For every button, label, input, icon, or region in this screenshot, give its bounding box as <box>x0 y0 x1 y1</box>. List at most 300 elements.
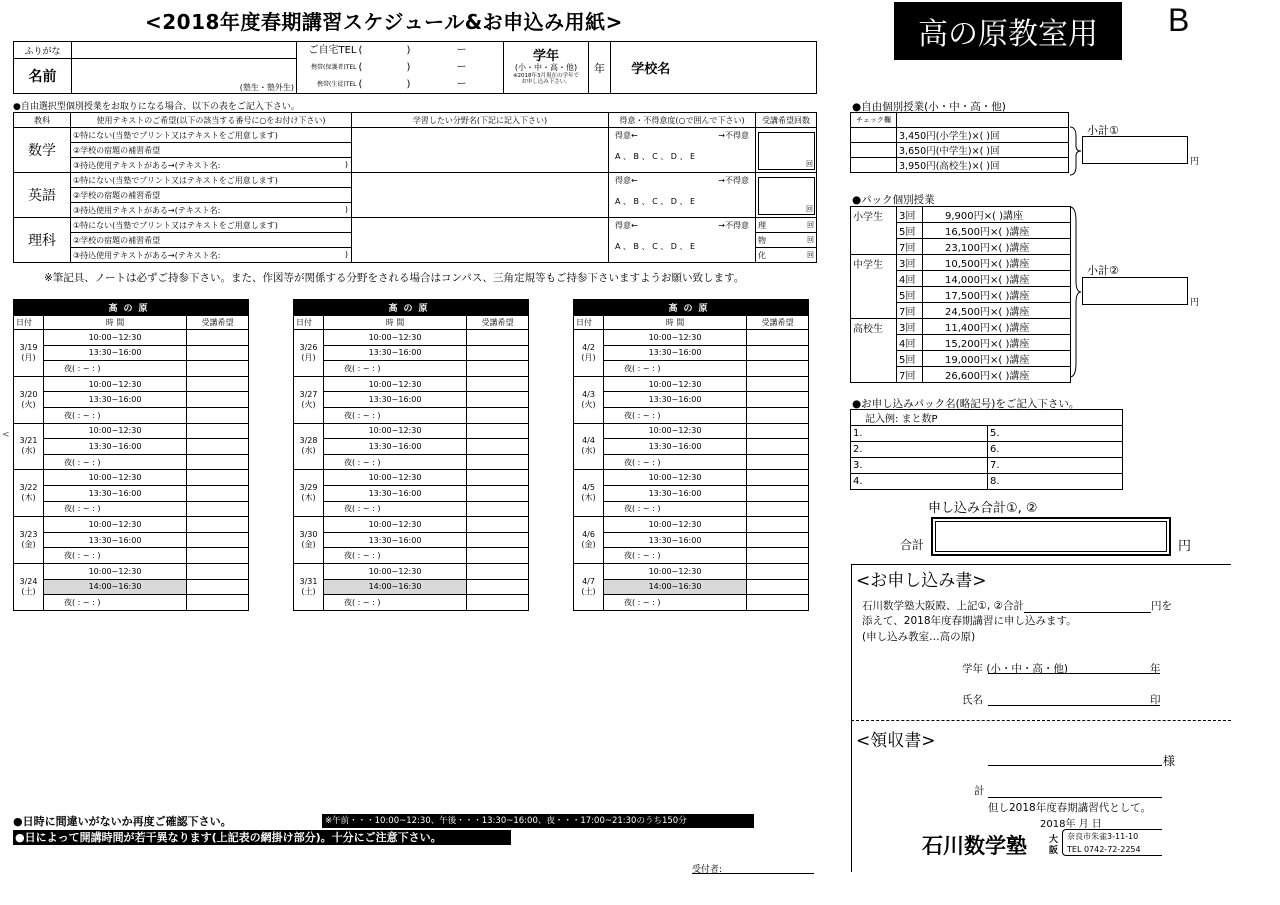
time-slot: 13:30~16:00 <box>44 532 187 548</box>
schedule-row <box>14 595 249 611</box>
skill-scale[interactable]: 得意← →不得意 A 、 B 、 C 、 D 、 E <box>609 218 756 263</box>
subtotal-1-yen: 円 <box>1190 157 1200 167</box>
furigana-field[interactable] <box>72 42 297 59</box>
text-option[interactable]: ②学校の宿題の補習希望 <box>71 188 352 203</box>
subject-header-4: 受講希望回数 <box>756 113 817 128</box>
schedule-row <box>574 595 809 611</box>
time-slot: 夜( : ~ : ) <box>604 595 747 611</box>
attend-checkbox[interactable] <box>467 407 529 423</box>
tel-parent-label: 携帯(保護者)TEL <box>311 64 357 71</box>
subtotal-2-yen: 円 <box>1190 298 1200 308</box>
schedule-date: 4/4 (水) <box>574 423 604 470</box>
schedule-row <box>14 517 249 533</box>
schedule-location: 高の原 <box>574 300 809 316</box>
grade-nen: 年 <box>589 42 611 94</box>
time-slot: 10:00~12:30 <box>324 423 467 439</box>
schedule-row <box>574 345 809 361</box>
schedule-header-0: 日付 <box>14 316 44 330</box>
attend-checkbox[interactable] <box>747 485 809 501</box>
schedule-row <box>14 376 249 392</box>
bring-note: ※筆記具、ノートは必ずご持参下さい。また、作図等が関係する分野をされる場合はコンパス、三角定規等もご持参下さいますようお願い致します。 <box>44 272 745 284</box>
attend-checkbox[interactable] <box>187 423 249 439</box>
science-sessions[interactable]: 物 回 <box>756 233 817 248</box>
time-slot: 13:30~16:00 <box>324 439 467 455</box>
time-slot: 13:30~16:00 <box>324 532 467 548</box>
attend-checkbox[interactable] <box>467 485 529 501</box>
subject-header-3: 得意・不得意度(○で囲んで下さい) <box>609 113 756 128</box>
schedule-header-2: 受講希望 <box>467 316 529 330</box>
sessions-field[interactable]: 回 <box>756 173 817 218</box>
schedule-row <box>294 595 529 611</box>
pack-group-label: 小学生 <box>851 207 897 255</box>
attend-checkbox[interactable] <box>747 563 809 579</box>
attend-checkbox[interactable] <box>467 454 529 470</box>
attend-checkbox[interactable] <box>467 501 529 517</box>
pack-name-field[interactable]: 5. <box>988 426 1123 442</box>
schedule-date: 3/26 (月) <box>294 330 324 377</box>
name-label: 名前 <box>14 59 72 94</box>
text-option[interactable]: ③持込使用テキストがある→(テキスト名: ) <box>71 158 352 173</box>
application-name-line[interactable] <box>988 705 1160 706</box>
time-slot: 夜( : ~ : ) <box>324 454 467 470</box>
receipt-company: 石川数学塾 <box>922 834 1027 858</box>
application-line-3: (申し込み教室…高の原) <box>862 631 976 643</box>
schedule-header-1: 時 間 <box>44 316 187 330</box>
schedule-date: 3/21 (水) <box>14 423 44 470</box>
attend-checkbox[interactable] <box>467 470 529 486</box>
text-option[interactable]: ③持込使用テキストがある→(テキスト名: ) <box>71 203 352 218</box>
subject-name: 数学 <box>14 128 71 173</box>
pack-sessions: 3回 <box>897 207 923 223</box>
grade-note-1: ※2018年3月現在の学年で <box>512 73 580 79</box>
pack-group-label: 中学生 <box>851 255 897 319</box>
note-hours-vary: ●日によって開講時間が若干異なります(上記表の網掛け部分)。十分にご注意下さい。 <box>13 830 511 845</box>
schedule-row <box>574 330 809 346</box>
free-lessons-table <box>850 112 1069 173</box>
pack-price[interactable]: 9,900円×( )講座 <box>923 207 1071 223</box>
time-slot: 10:00~12:30 <box>324 376 467 392</box>
receipt-sama: 様 <box>1163 754 1176 768</box>
pack-sessions: 7回 <box>897 239 923 255</box>
schedule-row <box>14 563 249 579</box>
attend-checkbox[interactable] <box>747 423 809 439</box>
tel-home-field[interactable]: ( ) ー <box>358 45 467 56</box>
check-box[interactable] <box>851 128 897 143</box>
attend-checkbox[interactable] <box>747 517 809 533</box>
schedule-row <box>14 501 249 517</box>
attend-checkbox[interactable] <box>747 548 809 564</box>
schedule-row <box>294 439 529 455</box>
science-sessions[interactable]: 化 回 <box>756 248 817 263</box>
schedule-row <box>294 376 529 392</box>
pack-name-field[interactable]: 3. <box>851 458 988 474</box>
schedule-row <box>14 579 249 595</box>
receipt-amount-line[interactable] <box>988 797 1162 798</box>
tel-student-field[interactable]: ( ) ー <box>358 79 467 90</box>
attend-checkbox[interactable] <box>187 470 249 486</box>
schedule-row <box>574 485 809 501</box>
schedule-row <box>574 579 809 595</box>
schedule-row <box>14 454 249 470</box>
time-slot: 10:00~12:30 <box>324 330 467 346</box>
application-top-line <box>851 564 1231 565</box>
time-slot: 14:00~16:30 <box>604 579 747 595</box>
time-slot: 10:00~12:30 <box>44 330 187 346</box>
time-slot: 13:30~16:00 <box>324 392 467 408</box>
attend-checkbox[interactable] <box>747 330 809 346</box>
attend-checkbox[interactable] <box>187 407 249 423</box>
time-slot: 13:30~16:00 <box>604 532 747 548</box>
schedule-date: 3/19 (月) <box>14 330 44 377</box>
receipt-title: <領収書> <box>856 731 936 751</box>
attend-checkbox[interactable] <box>467 517 529 533</box>
brace-2 <box>1068 206 1082 378</box>
application-grade-nen: 年 <box>1150 663 1161 675</box>
time-slot: 13:30~16:00 <box>324 345 467 361</box>
attend-checkbox[interactable] <box>747 595 809 611</box>
school-field[interactable] <box>691 42 817 94</box>
attend-checkbox[interactable] <box>187 595 249 611</box>
cut-line <box>851 720 1231 721</box>
grade-label: 学年 <box>532 48 559 64</box>
time-slot: 夜( : ~ : ) <box>604 407 747 423</box>
pack-price[interactable]: 23,100円×( )講座 <box>923 239 1071 255</box>
version-letter: B <box>1168 2 1190 38</box>
grade-note-2: お申し込み下さい。 <box>521 79 571 86</box>
time-slot: 13:30~16:00 <box>604 345 747 361</box>
schedule-row <box>14 345 249 361</box>
attend-checkbox[interactable] <box>187 517 249 533</box>
schedule-row <box>294 517 529 533</box>
pack-sessions: 5回 <box>897 287 923 303</box>
attend-checkbox[interactable] <box>467 423 529 439</box>
free-lessons-title: ●自由個別授業(小・中・高・他) <box>852 101 1006 113</box>
schedule-row <box>294 330 529 346</box>
subtotal-1-field[interactable] <box>1082 136 1188 164</box>
receipt-address: 奈良市朱雀3-11-10 <box>1067 832 1139 841</box>
schedule-date: 4/6 (金) <box>574 517 604 564</box>
page-title: <2018年度春期講習スケジュール&お申込み用紙> <box>145 10 623 34</box>
attend-checkbox[interactable] <box>187 501 249 517</box>
pack-sessions: 5回 <box>897 223 923 239</box>
attend-checkbox[interactable] <box>747 454 809 470</box>
attend-checkbox[interactable] <box>187 439 249 455</box>
schedule-row <box>14 532 249 548</box>
schedule-date: 4/2 (月) <box>574 330 604 377</box>
time-slot: 夜( : ~ : ) <box>324 548 467 564</box>
receipt-name-line[interactable] <box>988 765 1162 766</box>
total-title: 申し込み合計①, ② <box>928 501 1038 516</box>
free-row-elem: 3,450円(小学生)×( )回 <box>897 128 1069 143</box>
time-slot: 夜( : ~ : ) <box>324 407 467 423</box>
schedule-location: 高の原 <box>294 300 529 316</box>
attend-checkbox[interactable] <box>467 532 529 548</box>
subtotal-2-field[interactable] <box>1082 277 1188 305</box>
schedule-date: 3/23 (金) <box>14 517 44 564</box>
schedule-row <box>294 532 529 548</box>
schedule-row <box>574 423 809 439</box>
pack-name-field[interactable]: 2. <box>851 442 988 458</box>
time-slot: 夜( : ~ : ) <box>604 548 747 564</box>
attend-checkbox[interactable] <box>467 345 529 361</box>
schedule-row <box>14 330 249 346</box>
schedule-date: 3/27 (火) <box>294 376 324 423</box>
pack-price[interactable]: 11,400円×( )講座 <box>923 319 1071 335</box>
attend-checkbox[interactable] <box>467 376 529 392</box>
receipt-tel: TEL 0742-72-2254 <box>1067 845 1141 854</box>
tel-student-label: 携帯(生徒)TEL <box>317 81 357 88</box>
science-sessions[interactable]: 理 回 <box>756 218 817 233</box>
schedule-date: 3/22 (木) <box>14 470 44 517</box>
subject-table <box>13 112 817 263</box>
time-slot: 10:00~12:30 <box>604 517 747 533</box>
attend-checkbox[interactable] <box>187 485 249 501</box>
time-slot: 10:00~12:30 <box>324 470 467 486</box>
pack-price[interactable]: 19,000円×( )講座 <box>923 351 1071 367</box>
pack-names-table <box>850 409 1123 490</box>
attend-checkbox[interactable] <box>467 595 529 611</box>
time-slot: 14:00~16:30 <box>44 579 187 595</box>
schedule-row <box>294 361 529 377</box>
free-row-high: 3,950円(高校生)×( )回 <box>897 158 1069 173</box>
attend-checkbox[interactable] <box>467 392 529 408</box>
attend-checkbox[interactable] <box>747 361 809 377</box>
schedule-row <box>294 501 529 517</box>
attend-checkbox[interactable] <box>467 439 529 455</box>
pack-sessions: 3回 <box>897 255 923 271</box>
attend-checkbox[interactable] <box>467 563 529 579</box>
attend-checkbox[interactable] <box>467 579 529 595</box>
attend-checkbox[interactable] <box>747 407 809 423</box>
pack-name-field[interactable]: 4. <box>851 474 988 490</box>
skill-scale[interactable]: 得意← →不得意 A 、 B 、 C 、 D 、 E <box>609 128 756 173</box>
application-grade: 学年 (小・中・高・他) <box>962 663 1069 675</box>
receipt-address-box <box>1062 829 1162 856</box>
application-line-1: 石川数学塾大阪殿、上記①, ②合計 円を <box>862 600 1173 612</box>
subject-name: 理科 <box>14 218 71 263</box>
time-slot: 13:30~16:00 <box>44 345 187 361</box>
attend-checkbox[interactable] <box>187 330 249 346</box>
schedule-location: 高の原 <box>14 300 249 316</box>
info-table <box>13 41 817 94</box>
schedule-date: 4/3 (火) <box>574 376 604 423</box>
tel-parent-field[interactable]: ( ) ー <box>358 62 467 73</box>
attend-checkbox[interactable] <box>187 392 249 408</box>
schedule-table <box>293 299 529 611</box>
attend-checkbox[interactable] <box>747 532 809 548</box>
pack-name-field[interactable]: 1. <box>851 426 988 442</box>
time-slot: 10:00~12:30 <box>44 517 187 533</box>
schedule-row <box>14 361 249 377</box>
schedule-row <box>574 501 809 517</box>
total-yen: 円 <box>1178 539 1192 554</box>
side-mark: < <box>2 430 10 440</box>
pack-example: 記入例: まと数P <box>851 410 1123 426</box>
schedule-row <box>14 392 249 408</box>
subtotal-1-label: 小計① <box>1087 124 1119 137</box>
time-slot: 夜( : ~ : ) <box>44 454 187 470</box>
schedule-row <box>574 439 809 455</box>
schedule-row <box>14 485 249 501</box>
attend-checkbox[interactable] <box>187 454 249 470</box>
attend-checkbox[interactable] <box>187 345 249 361</box>
name-field[interactable] <box>72 59 297 94</box>
pack-sessions: 4回 <box>897 335 923 351</box>
schedule-date: 3/30 (金) <box>294 517 324 564</box>
attend-checkbox[interactable] <box>467 361 529 377</box>
attend-checkbox[interactable] <box>747 392 809 408</box>
schedule-row <box>574 361 809 377</box>
schedule-date: 4/7 (土) <box>574 563 604 610</box>
text-option[interactable]: ③持込使用テキストがある→(テキスト名: ) <box>71 248 352 263</box>
attend-checkbox[interactable] <box>747 501 809 517</box>
school-label: 学校名 <box>611 42 691 94</box>
schedule-date: 3/20 (火) <box>14 376 44 423</box>
select-note: ●自由選択型個別授業をお取りになる場合、以下の表をご記入下さい。 <box>13 102 300 112</box>
time-slot: 10:00~12:30 <box>324 517 467 533</box>
application-grade-line[interactable] <box>988 673 1160 674</box>
schedule-table <box>573 299 809 611</box>
pack-price[interactable]: 26,600円×( )講座 <box>923 367 1071 383</box>
time-slot: 夜( : ~ : ) <box>44 407 187 423</box>
check-box[interactable] <box>851 143 897 158</box>
attend-checkbox[interactable] <box>747 376 809 392</box>
field-input[interactable] <box>352 218 609 263</box>
time-slot: 夜( : ~ : ) <box>604 361 747 377</box>
field-input[interactable] <box>352 173 609 218</box>
schedule-row <box>574 376 809 392</box>
pack-price[interactable]: 14,000円×( )講座 <box>923 271 1071 287</box>
schedule-header-1: 時 間 <box>324 316 467 330</box>
attend-checkbox[interactable] <box>467 548 529 564</box>
schedule-row <box>294 579 529 595</box>
schedule-row <box>294 548 529 564</box>
free-row-middle: 3,650円(中学生)×( )回 <box>897 143 1069 158</box>
attend-checkbox[interactable] <box>187 548 249 564</box>
check-box[interactable] <box>851 158 897 173</box>
schedule-row <box>574 517 809 533</box>
field-input[interactable] <box>352 128 609 173</box>
pack-price[interactable]: 24,500円×( )講座 <box>923 303 1071 319</box>
application-seal: 印 <box>1150 694 1161 706</box>
schedule-header-2: 受講希望 <box>187 316 249 330</box>
pack-price[interactable]: 10,500円×( )講座 <box>923 255 1071 271</box>
schedule-header-2: 受講希望 <box>747 316 809 330</box>
schedule-row <box>14 470 249 486</box>
time-slot: 夜( : ~ : ) <box>604 501 747 517</box>
pack-price[interactable]: 16,500円×( )講座 <box>923 223 1071 239</box>
application-name: 氏名 <box>962 694 983 706</box>
schedule-date: 3/31 (土) <box>294 563 324 610</box>
attend-checkbox[interactable] <box>747 439 809 455</box>
schedule-row <box>574 563 809 579</box>
sessions-field[interactable]: 回 <box>756 128 817 173</box>
pack-name-field[interactable]: 8. <box>988 474 1123 490</box>
text-option[interactable]: ①特にない(当塾でプリント又はテキストをご用意します) <box>71 218 352 233</box>
attend-checkbox[interactable] <box>187 563 249 579</box>
schedule-row <box>574 454 809 470</box>
schedule-row <box>574 548 809 564</box>
time-slot: 14:00~16:30 <box>324 579 467 595</box>
time-slot: 夜( : ~ : ) <box>324 501 467 517</box>
time-slot: 10:00~12:30 <box>44 563 187 579</box>
pack-sessions: 7回 <box>897 303 923 319</box>
attend-checkbox[interactable] <box>747 579 809 595</box>
schedule-row <box>294 407 529 423</box>
time-slot: 夜( : ~ : ) <box>324 361 467 377</box>
attend-checkbox[interactable] <box>187 361 249 377</box>
schedule-row <box>574 407 809 423</box>
time-slot: 10:00~12:30 <box>44 423 187 439</box>
total-field[interactable] <box>931 517 1171 556</box>
schedule-row <box>574 470 809 486</box>
pack-sessions: 3回 <box>897 319 923 335</box>
check-column-label: チェック欄 <box>851 113 897 128</box>
text-option[interactable]: ②学校の宿題の補習希望 <box>71 143 352 158</box>
attend-checkbox[interactable] <box>747 345 809 361</box>
schedule-header-0: 日付 <box>574 316 604 330</box>
schedule-date: 3/28 (水) <box>294 423 324 470</box>
subject-header-0: 教科 <box>14 113 71 128</box>
total-goukei: 合計 <box>900 538 925 552</box>
pack-sessions: 7回 <box>897 367 923 383</box>
grade-options: (小・中・高・他) <box>514 63 578 73</box>
classroom-badge: 高の原教室用 <box>894 2 1122 60</box>
pack-name-field[interactable]: 6. <box>988 442 1123 458</box>
juku-status: (塾生・塾外生) <box>239 83 294 92</box>
receipt-tadashi: 但し2018年度春期講習代として。 <box>988 802 1152 814</box>
time-slot: 10:00~12:30 <box>324 563 467 579</box>
attend-checkbox[interactable] <box>187 532 249 548</box>
time-slot: 13:30~16:00 <box>604 439 747 455</box>
pack-name-field[interactable]: 7. <box>988 458 1123 474</box>
subject-name: 英語 <box>14 173 71 218</box>
note-confirm: ●日時に間違いがないか再度ご確認下さい。 <box>13 815 232 828</box>
skill-scale[interactable]: 得意← →不得意 A 、 B 、 C 、 D 、 E <box>609 173 756 218</box>
time-slot: 10:00~12:30 <box>604 330 747 346</box>
attend-checkbox[interactable] <box>187 579 249 595</box>
attend-checkbox[interactable] <box>747 470 809 486</box>
time-slot: 13:30~16:00 <box>44 439 187 455</box>
schedule-header-1: 時 間 <box>604 316 747 330</box>
time-slot: 10:00~12:30 <box>44 376 187 392</box>
pack-price[interactable]: 15,200円×( )講座 <box>923 335 1071 351</box>
time-slot: 夜( : ~ : ) <box>44 595 187 611</box>
time-slot: 夜( : ~ : ) <box>324 595 467 611</box>
schedule-row <box>294 392 529 408</box>
text-option[interactable]: ②学校の宿題の補習希望 <box>71 233 352 248</box>
attend-checkbox[interactable] <box>187 376 249 392</box>
time-slot: 10:00~12:30 <box>44 470 187 486</box>
time-slot: 10:00~12:30 <box>604 423 747 439</box>
subject-header-2: 学習したい分野名(下記に記入下さい) <box>352 113 609 128</box>
text-option[interactable]: ①特にない(当塾でプリント又はテキストをご用意します) <box>71 128 352 143</box>
subject-header-1: 使用テキストのご希望(以下の該当する番号に○をお付け下さい) <box>71 113 352 128</box>
schedule-row <box>294 454 529 470</box>
time-slot: 10:00~12:30 <box>604 563 747 579</box>
receipt-branch-a: 大 <box>1049 835 1059 845</box>
text-option[interactable]: ①特にない(当塾でプリント又はテキストをご用意します) <box>71 173 352 188</box>
time-slot: 13:30~16:00 <box>44 485 187 501</box>
furigana-label: ふりがな <box>14 42 72 59</box>
attend-checkbox[interactable] <box>467 330 529 346</box>
schedule-row <box>294 563 529 579</box>
receipt-kei: 計 <box>974 785 985 797</box>
schedule-row <box>294 485 529 501</box>
uketsuke-line <box>692 873 814 874</box>
pack-price[interactable]: 17,500円×( )講座 <box>923 287 1071 303</box>
receipt-date: 2018年 月 日 <box>1040 819 1102 830</box>
